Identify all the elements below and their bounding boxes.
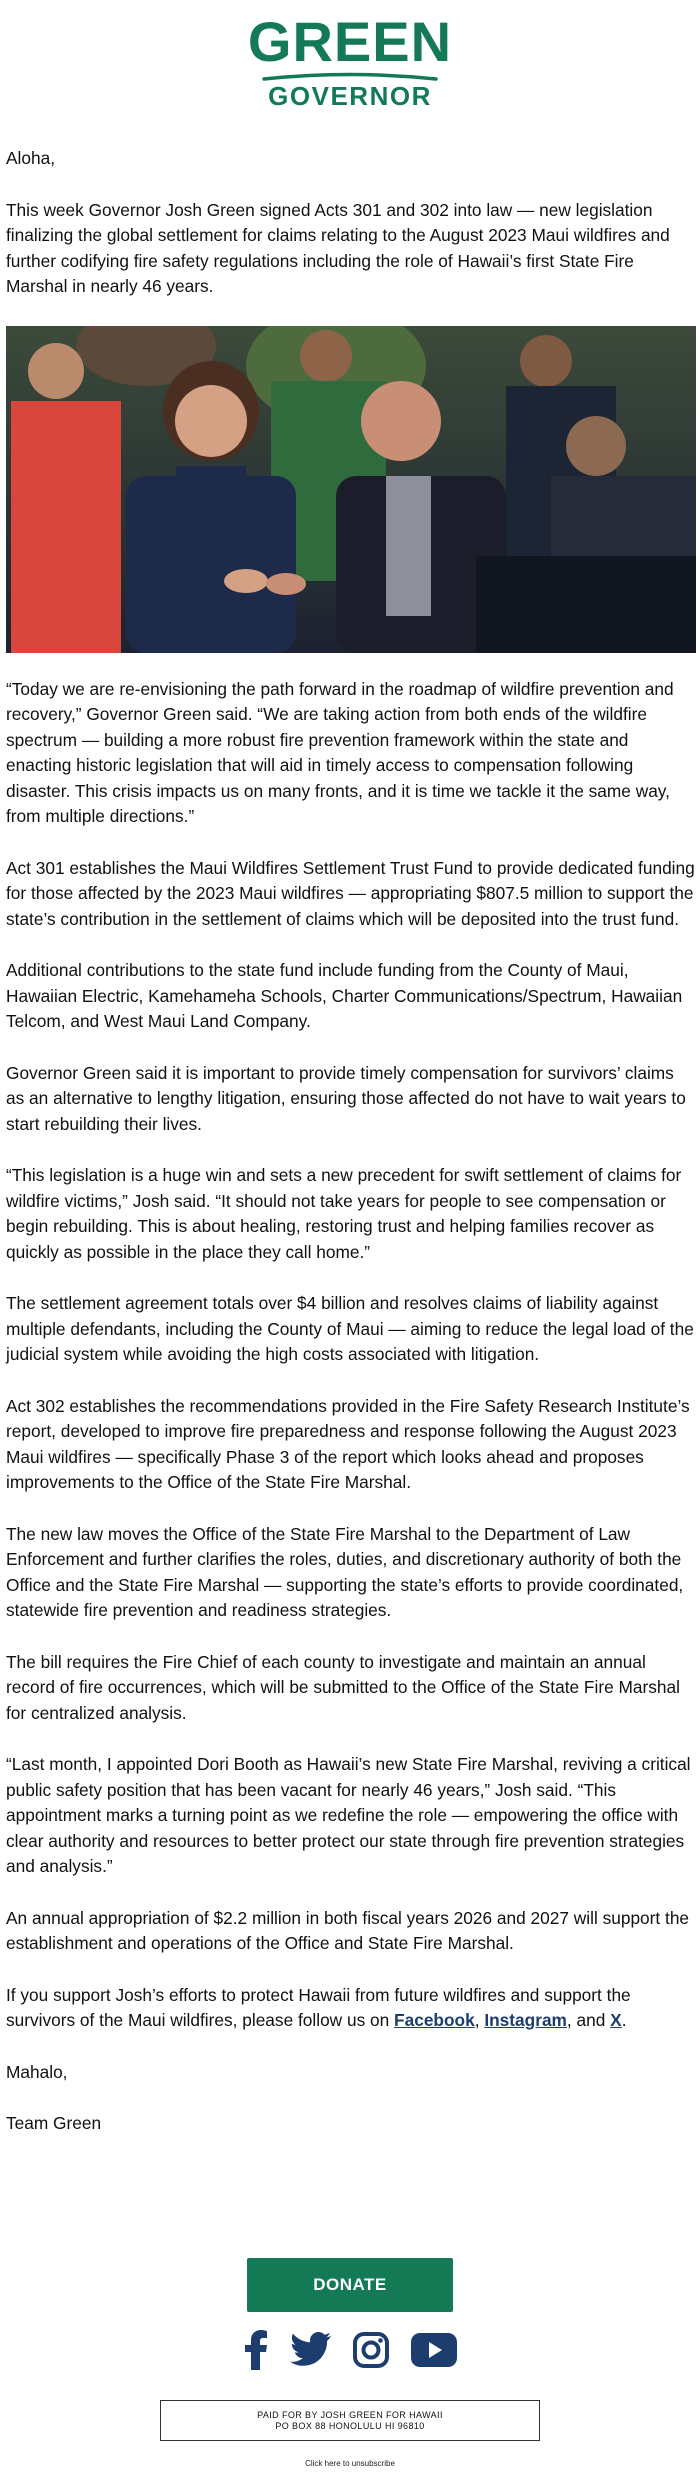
unsubscribe-link[interactable]: Click here to unsubscribe: [305, 2459, 395, 2468]
facebook-link[interactable]: Facebook: [394, 2010, 475, 2030]
paragraph-fire-chief: The bill requires the Fire Chief of each county to investigate and maintain an annual record of fire occurrences, which will be submitted to the Office of the State Fire Marshal for centralized analysis.: [6, 1651, 680, 1723]
x-link[interactable]: X: [610, 2010, 622, 2030]
paragraph-quote-governor: “Today we are re-envisioning the path forward in the roadmap of wildfire prevention and recovery,” Governor Green said. “We are taking action from both ends of the wildfire spectrum — building a more robust fire prevention framework within the state and enacting historic legislation that will aid in timely access to compensation following disaster. This crisis impacts us on many fronts, and it is time we tackle it the same way, from multiple directions.”: [6, 678, 674, 826]
logo-wordmark-governor: GOVERNOR: [268, 81, 432, 111]
signoff: Mahalo,: [6, 2061, 68, 2082]
paragraph-act-301: Act 301 establishes the Maui Wildfires Settlement Trust Fund to provide dedicated funding for those affected by the 2023 Maui wildfires — appropriating $807.5 million to support the state’s contribution in the settlement of claims which will be deposited into the trust fund.: [6, 857, 695, 929]
paragraph-intro: This week Governor Josh Green signed Acts 301 and 302 into law — new legislation finalizing the global settlement for claims relating to the August 2023 Maui wildfires and further codifying fire safety regulations including the role of Hawaii’s first State Fire Marshal in nearly 46 years.: [6, 199, 670, 296]
paid-for-line: PAID FOR BY JOSH GREEN FOR HAWAII: [257, 2410, 443, 2420]
separator-2: , and: [566, 2010, 611, 2030]
paragraph-quote-legislation: “This legislation is a huge win and sets a new precedent for swift settlement of claims for wildfire victims,” Josh said. “It should not take years for people to see compensation or begin rebuilding. This is about healing, restoring trust and helping families recover as quickly as possible in the place they call home.”: [6, 1165, 682, 1262]
facebook-icon[interactable]: [243, 2330, 269, 2375]
bill-signing-photo: [6, 326, 696, 653]
follow-us-text: If you support Josh’s efforts to protect Hawaii from future wildfires and support the survivors of the Maui wildfires, please follow us on: [6, 1984, 631, 2030]
period: .: [621, 2010, 627, 2030]
paragraph-contributions: Additional contributions to the state fund include funding from the County of Maui, Hawaiian Electric, Kamehameha Schools, Charter Communications/Spectrum, Hawaiian Telcom, and West Maui Land Company.: [6, 960, 683, 1031]
instagram-icon[interactable]: [352, 2331, 390, 2374]
paid-for-address: PO BOX 88 HONOLULU HI 96810: [275, 2421, 425, 2431]
signature: Team Green: [6, 2113, 102, 2133]
paragraph-act-302: Act 302 establishes the recommendations provided in the Fire Safety Research Institute’s report, developed to improve fire preparedness and response following the August 2023 Maui wildfires — specifically Phase 3 of the report which looks ahead and proposes improvements to the Office of the State Fire Marshal.: [6, 1395, 690, 1492]
campaign-logo: [0, 10, 700, 111]
paid-for-disclaimer: [160, 2400, 540, 2441]
greeting: Aloha,: [6, 148, 56, 168]
paragraph-quote-appointment: “Last month, I appointed Dori Booth as Hawaii’s new State Fire Marshal, reviving a critical public safety position that has been vacant for nearly 46 years,” Josh said. “This appointment marks a turning point as we redefine the role — empowering the office with clear authority and resources to better protect our state through fire prevention strategies and analysis.”: [6, 1754, 691, 1876]
paragraph-follow-us: [6, 1983, 696, 2034]
paragraph-appropriation: An annual appropriation of $2.2 million in both fiscal years 2026 and 2027 will support the establishment and operations of the Office and State Fire Marshal.: [6, 1907, 690, 1953]
paragraph-settlement: The settlement agreement totals over $4 billion and resolves claims of liability against multiple defendants, including the County of Maui — aiming to reduce the legal load of the judicial system while avoiding the high costs associated with litigation.: [6, 1293, 694, 1364]
social-links: [0, 2330, 700, 2372]
email-footer: [0, 2258, 700, 2468]
instagram-link[interactable]: Instagram: [484, 2010, 567, 2030]
separator-1: ,: [474, 2010, 485, 2030]
email-body: [6, 146, 696, 2163]
paragraph-new-law: The new law moves the Office of the State Fire Marshal to the Department of Law Enforcement and further clarifies the roles, duties, and discretionary authority of both the Office and the State Fire Marshal — supporting the state’s efforts to provide coordinated, statewide fire prevention and readiness strategies.: [6, 1523, 684, 1620]
paragraph-timely-compensation: Governor Green said it is important to provide timely compensation for survivors’ claims as an alternative to lengthy litigation, ensuring those affected do not have to wait years to start rebuilding their lives.: [6, 1062, 686, 1134]
youtube-icon[interactable]: [411, 2333, 457, 2372]
donate-button[interactable]: DONATE: [247, 2258, 453, 2312]
twitter-icon[interactable]: [290, 2332, 332, 2373]
logo-wordmark-green: GREEN: [247, 10, 453, 73]
